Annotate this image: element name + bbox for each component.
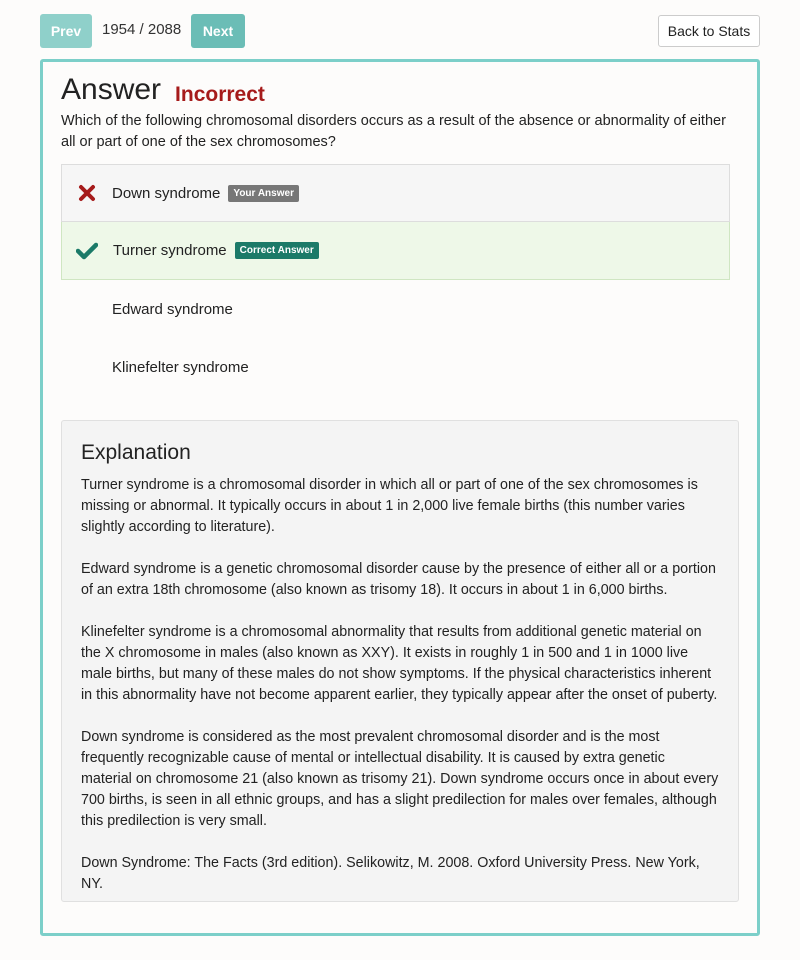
correct-answer-badge: Correct Answer <box>235 242 319 259</box>
option-text: Edward syndrome <box>112 300 233 318</box>
back-to-stats-button[interactable]: Back to Stats <box>658 15 760 47</box>
option-klinefelter-syndrome[interactable] <box>61 338 730 396</box>
your-answer-badge: Your Answer <box>228 185 299 202</box>
answer-heading <box>61 70 265 110</box>
result-status: Incorrect <box>175 83 265 106</box>
option-text: Down syndrome <box>112 184 221 202</box>
option-edward-syndrome[interactable] <box>61 280 730 338</box>
question-counter: 1954 / 2088 <box>102 21 182 38</box>
explanation-paragraph: Down syndrome is considered as the most prevalent chromosomal disorder and is the most frequently recognizable cause of mental or intellectual disability. It is caused by extra genetic material on chromosome 21 (also known as trisomy 21). Down syndrome occurs once in about every 700 births, is seen in all ethnic groups, and has a slight predilection for males over females, although this predilection is very small. <box>81 729 719 829</box>
check-icon <box>76 240 98 262</box>
answer-card <box>40 59 760 936</box>
option-text: Klinefelter syndrome <box>112 358 249 376</box>
explanation-reference: Down Syndrome: The Facts (3rd edition). Selikowitz, M. 2008. Oxford University Press. New York, NY. <box>81 855 700 892</box>
prev-button[interactable]: Prev <box>40 14 92 48</box>
option-down-syndrome[interactable] <box>61 164 730 222</box>
option-text: Turner syndrome <box>113 242 227 259</box>
explanation-paragraph: Edward syndrome is a genetic chromosomal disorder cause by the presence of either all or a portion of an extra 18th chromosome (also known as trisomy 18). It occurs in about 1 in 6,000 births. <box>81 561 716 598</box>
answer-title: Answer <box>61 73 162 106</box>
x-icon <box>76 182 98 204</box>
top-navigation <box>40 14 760 48</box>
option-turner-syndrome[interactable] <box>61 222 730 280</box>
option-label <box>113 242 319 259</box>
explanation-paragraph: Turner syndrome is a chromosomal disorder in which all or part of one of the sex chromosomes is missing or abnormal. It typically occurs in about 1 in 2,000 live female births (this number varies slightly according to literature). <box>81 477 698 535</box>
option-label <box>112 185 299 202</box>
explanation-title: Explanation <box>81 441 191 464</box>
explanation-panel <box>61 420 739 902</box>
next-button[interactable]: Next <box>191 14 245 48</box>
explanation-paragraph: Klinefelter syndrome is a chromosomal abnormality that results from additional genetic material on the X chromosome in males (also known as XXY). It exists in roughly 1 in 500 and 1 in 1000 live male births, but many of these males do not show symptoms. If the physical characteristics inherent in this abnormality have not become apparent earlier, they typically appear after the onset of puberty. <box>81 624 718 703</box>
answer-options <box>61 164 730 396</box>
question-text: Which of the following chromosomal disorders occurs as a result of the absence or abnormality of either all or part of one of the sex chromosomes? <box>61 113 726 150</box>
